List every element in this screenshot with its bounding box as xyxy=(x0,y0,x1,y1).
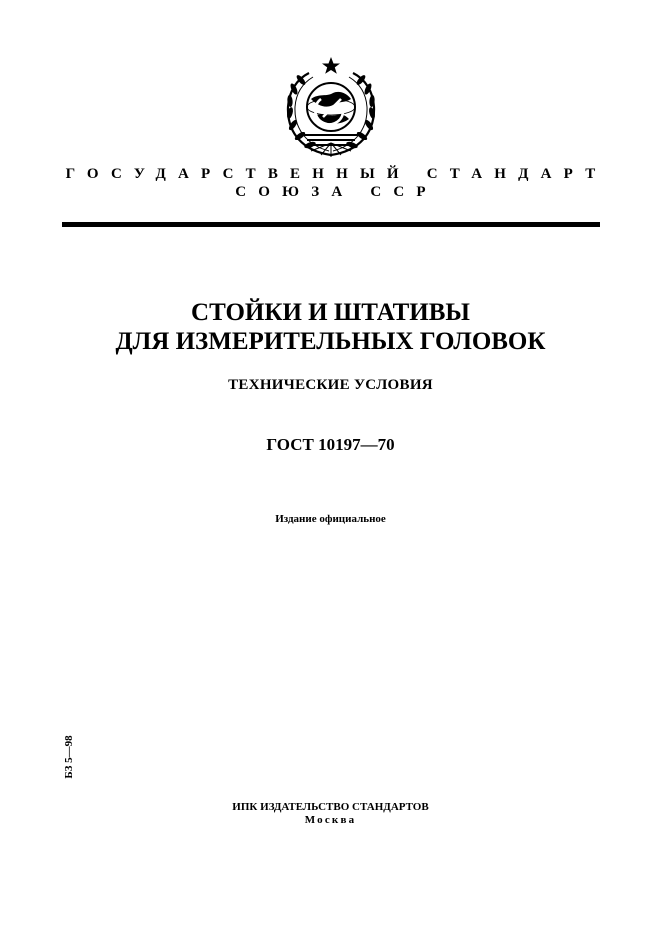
header-divider xyxy=(62,222,600,227)
document-title-line1: СТОЙКИ И ШТАТИВЫ xyxy=(191,299,470,326)
header-ussr: СОЮЗА ССР xyxy=(235,184,438,200)
header-state-standard: ГОСУДАРСТВЕННЫЙ СТАНДАРТ xyxy=(65,166,608,182)
publisher-city: Москва xyxy=(304,814,357,826)
edition-label: Издание официальное xyxy=(275,513,386,525)
publisher-name: ИПК ИЗДАТЕЛЬСТВО СТАНДАРТОВ xyxy=(232,801,429,813)
side-code: БЗ 5—98 xyxy=(63,735,75,779)
ussr-state-emblem-icon xyxy=(281,55,381,161)
standard-number: ГОСТ 10197—70 xyxy=(266,435,395,454)
document-subtitle: ТЕХНИЧЕСКИЕ УСЛОВИЯ xyxy=(228,377,433,393)
document-title-line2: ДЛЯ ИЗМЕРИТЕЛЬНЫХ ГОЛОВОК xyxy=(115,328,546,355)
